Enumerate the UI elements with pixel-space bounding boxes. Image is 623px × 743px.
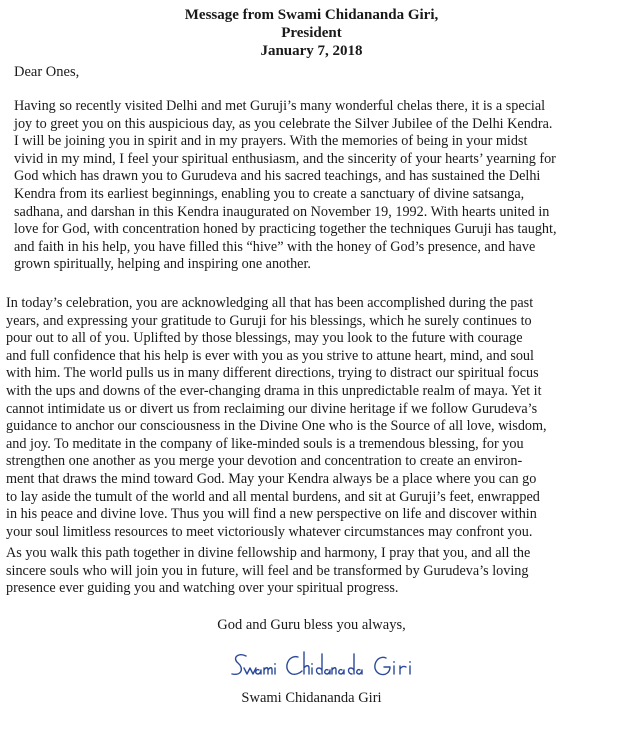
paragraph-line: your soul limitless resources to meet victoriously whatever circumstances may confront you. — [6, 523, 533, 540]
salutation: Dear Ones, — [14, 64, 80, 80]
paragraph-line: Kendra from its earliest beginnings, enabling you to create a sanctuary of divine satsanga, — [14, 185, 525, 202]
paragraph-line: strengthen one another as you merge your devotion and concentration to create an environ- — [6, 453, 523, 470]
paragraph-line: love for God, with concentration honed by practicing together the techniques Guruji has taught, — [14, 221, 557, 238]
paragraph-line: God which has drawn you to Gurudeva and his sacred teachings, and has sustained the Delhi — [14, 168, 541, 185]
paragraph-line: and full confidence that his help is ever with you as you strive to attune heart, mind, and soul — [6, 347, 534, 364]
paragraph-line: and joy. To meditate in the company of like-minded souls is a tremendous blessing, for you — [6, 435, 524, 452]
paragraph-3 — [6, 545, 612, 598]
paragraph-line: to lay aside the tumult of the world and all mental burdens, and sit at Guruji’s feet, enwrapped — [6, 488, 540, 505]
paragraph-line: years, and expressing your gratitude to Guruji for his blessings, which he surely continues to — [6, 312, 532, 329]
header-title: Message from Swami Chidananda Giri, — [184, 7, 439, 23]
paragraph-line: pour out to all of you. Uplifted by those blessings, may you look to the future with courage — [6, 330, 523, 347]
handwritten-signature — [226, 648, 426, 682]
paragraph-1 — [14, 98, 612, 274]
paragraph-line: and faith in his help, you have filled this “hive” with the honey of God’s presence, and have — [14, 238, 536, 255]
paragraph-line: ment that draws the mind toward God. May your Kendra always be a place where you can go — [6, 470, 537, 487]
paragraph-line: As you walk this path together in divine fellowship and harmony, I pray that you, and all the — [6, 545, 531, 561]
paragraph-line: sadhana, and darshan in this Kendra inaugurated on November 19, 1992. With hearts united in — [14, 203, 550, 220]
paragraph-line: in his peace and divine love. Thus you will find a new perspective on life and discover within — [6, 506, 537, 523]
paragraph-line: In today’s celebration, you are acknowledging all that has been accomplished during the past — [6, 295, 534, 311]
paragraph-2 — [6, 295, 612, 541]
paragraph-line: joy to greet you on this auspicious day, as you celebrate the Silver Jubilee of the Delhi Kendra. — [14, 115, 553, 132]
signatory-name: Swami Chidananda Giri — [241, 690, 382, 706]
letter-header — [0, 6, 623, 60]
header-date: January 7, 2018 — [260, 43, 363, 59]
paragraph-line: I will be joining you in spirit and in my prayers. With the memories of being in your midst — [14, 133, 528, 150]
paragraph-line: Having so recently visited Delhi and met Guruji’s many wonderful chelas there, it is a special — [14, 98, 546, 114]
paragraph-line: cannot intimidate us or divert us from reclaiming our divine heritage if we follow Gurudeva’s — [6, 400, 538, 417]
paragraph-line: with him. The world pulls us in many different directions, trying to distract our spiritual focus — [6, 365, 539, 382]
paragraph-line: with the ups and downs of the ever-changing drama in this unpredictable realm of maya. Yet it — [6, 382, 542, 399]
paragraph-line: grown spiritually, helping and inspiring one another. — [14, 256, 311, 273]
closing-blessing: God and Guru bless you always, — [217, 617, 406, 633]
paragraph-line: sincere souls who will join you in future, will feel and be transformed by Gurudeva’s loving — [6, 562, 529, 579]
paragraph-line: vivid in my mind, I feel your spiritual enthusiasm, and the sincerity of your hearts’ yearning for — [14, 150, 556, 167]
paragraph-line: guidance to anchor our consciousness in the Divine One who is the Source of all love, wisdom, — [6, 418, 547, 435]
header-role: President — [281, 25, 342, 41]
paragraph-line: presence ever guiding you and watching over your spiritual progress. — [6, 580, 399, 597]
